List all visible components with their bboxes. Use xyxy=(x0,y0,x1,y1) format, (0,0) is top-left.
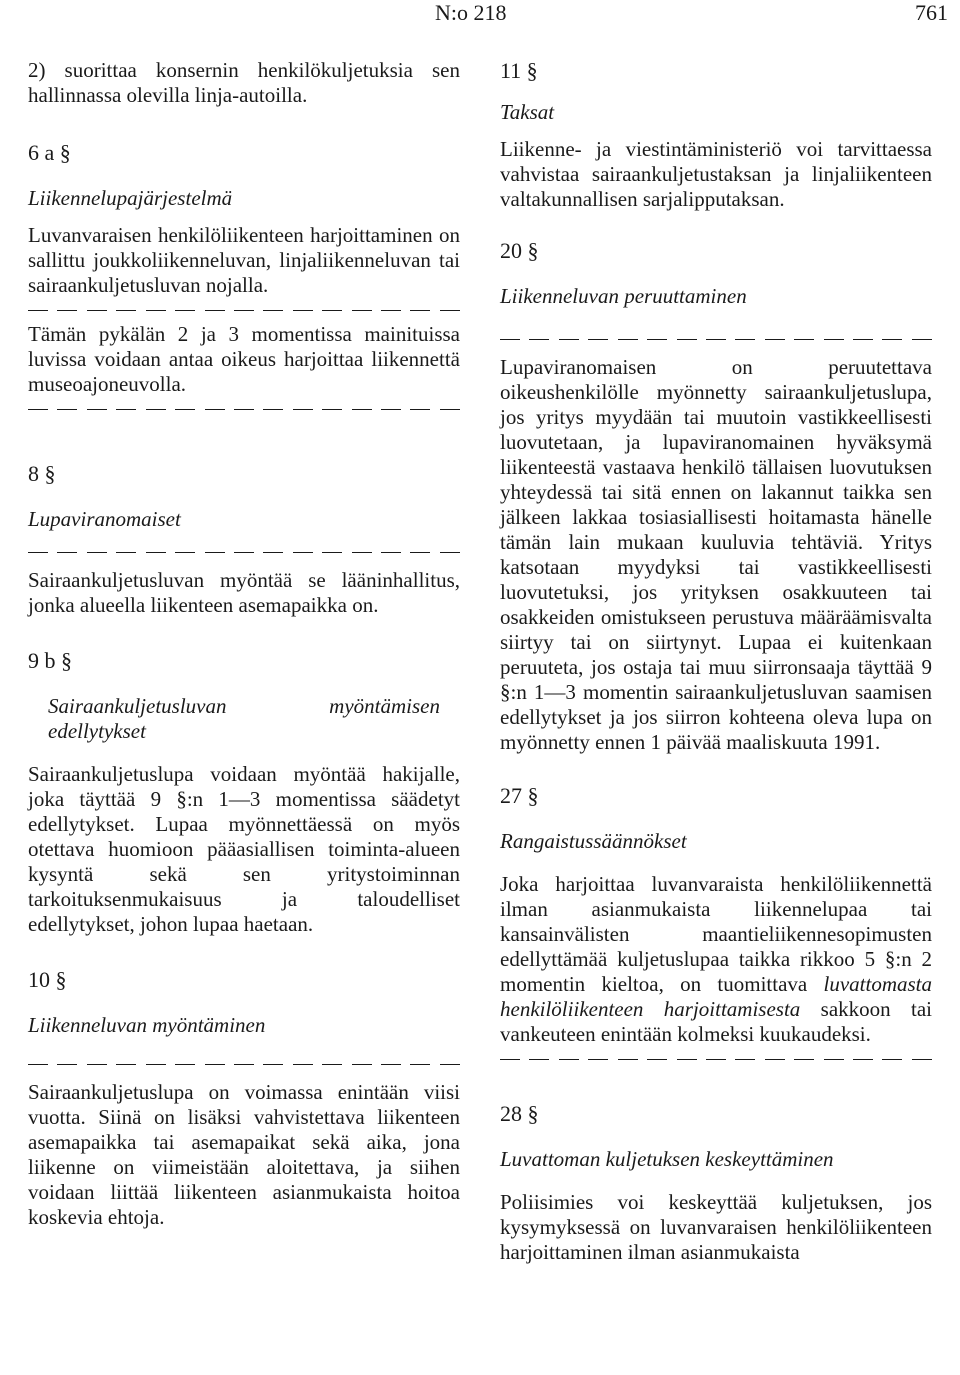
paragraph: 2) suorittaa konsernin henkilökuljetuksia sen hallinnassa olevilla linja-autoilla. xyxy=(28,58,460,107)
section-number: 20 § xyxy=(500,238,539,263)
omission-dashes xyxy=(28,1052,460,1076)
omission-dashes xyxy=(500,1047,932,1071)
omission-dashes xyxy=(28,397,460,421)
paragraph: Luvanvaraisen henkilöliikenteen harjoittaminen on sallittu joukkoliikenneluvan, linjaliikenneluvan tai sairaankuljetusluvan nojalla. xyxy=(28,223,460,297)
paragraph: Sairaankuljetusluvan myöntää se lääninhallitus, jonka alueella liikenteen asemapaikka on. xyxy=(28,568,460,617)
section-title: Luvattoman kuljetuksen keskeyttäminen xyxy=(500,1147,834,1171)
paragraph: Lupaviranomaisen on peruutettava oikeushenkilölle myönnetty sairaankuljetuslupa, jos yritys myydään tai muutoin vastikkeellisesti luovutetaan, ja lupaviranomainen hyväksymä liikenteestä vastaava henkilö tällaisen luovutuksen yhteydessä tai sitä ennen on lakannut taikka sen jälkeen lakkaa tosiasiallisesti hoitamasta hänelle tämän lain mukaan kuuluvia tehtäviä. Yritys katsotaan myydyksi tai vastikkeellisesti luovutetuksi, jos yrityksen osakkuuteen tai osakkeiden omistukseen perustuva määräämisvalta siirtyy tai on siirtynyt. Lupaa ei kuitenkaan peruuteta, jos ostaja tai muu siirronsaaja täyttää 9 §:n 1—3 momentin sairaankuljetusluvan saamisen edellytykset ja jos siirron kohteena oleva lupa on myönnetty ennen 1 päivää maaliskuuta 1991. xyxy=(500,355,932,754)
section-title: Liikenneluvan myöntäminen xyxy=(28,1013,266,1037)
omission-dashes xyxy=(28,540,460,564)
section-title: Liikenneluvan peruuttaminen xyxy=(500,284,747,308)
section-number: 9 b § xyxy=(28,648,72,673)
section-number: 11 § xyxy=(500,58,538,83)
paragraph: Liikenne- ja viestintäministeriö voi tarvittaessa vahvistaa sairaankuljetustaksan ja linjaliikenteen valtakunnallisen sarjalipputaksan. xyxy=(500,137,932,211)
paragraph: Tämän pykälän 2 ja 3 momentissa mainituissa luvissa voidaan antaa oikeus harjoittaa liikennettä museoajoneuvolla. xyxy=(28,322,460,396)
paragraph: Poliisimies voi keskeyttää kuljetuksen, jos kysymyksessä on luvanvaraisen henkilöliikenteen harjoittaminen ilman asianmukaista xyxy=(500,1190,932,1264)
paragraph-text: Joka harjoittaa luvanvaraista henkilöliikennettä ilman asianmukaista liikennelupaa tai kansainvälisten maantieliikennesopimusten edellyttämää kuljetuslupaa taikka rikkoo 5 §:n 2 momentin kieltoa, on tuomittava xyxy=(500,872,932,996)
left-column xyxy=(28,58,460,1230)
section-title: Liikennelupajärjestelmä xyxy=(28,186,233,210)
section-number: 28 § xyxy=(500,1101,539,1126)
section-title: Rangaistussäännökset xyxy=(500,829,687,853)
section-number: 27 § xyxy=(500,783,539,808)
paragraph: Sairaankuljetuslupa voidaan myöntää hakijalle, joka täyttää 9 §:n 1—3 momentissa säädetyt edellytykset. Lupaa myönnettäessä on myös otettava huomioon pääasiallisen toiminta-alueen kysyntä sekä sen yritystoiminnan tarkoituksenmukaisuus ja taloudelliset edellytykset, johon lupaa haetaan. xyxy=(28,762,460,936)
section-number: 8 § xyxy=(28,461,56,486)
page-number: 761 xyxy=(915,0,948,25)
right-column xyxy=(500,58,932,1265)
omission-dashes xyxy=(500,327,932,351)
paragraph: Sairaankuljetuslupa on voimassa enintään viisi vuotta. Siinä on lisäksi vahvistettava liikenteen asemapaikka tai asemapaikat sekä aika, jona liikenne on viimeistään aloitettava, ja siihen voidaan liittää liikenteen asianmukaista hoitoa koskevia ehtoja. xyxy=(28,1080,460,1229)
section-title: Lupaviranomaiset xyxy=(28,507,181,531)
paragraph-text: sakkoon tai vankeuteen enintään kolmeksi kuukaudeksi. xyxy=(500,997,932,1046)
paragraph xyxy=(500,872,932,1047)
section-number: 6 a § xyxy=(28,140,71,165)
offence-name: luvattomasta henkilöliikenteen harjoittamisesta xyxy=(500,972,932,1021)
page-header-number: N:o 218 xyxy=(435,0,507,25)
section-number: 10 § xyxy=(28,967,67,992)
omission-dashes xyxy=(28,298,460,322)
section-title: Taksat xyxy=(500,100,555,124)
section-title: Sairaankuljetusluvan myöntämisen edellytykset xyxy=(48,694,440,743)
